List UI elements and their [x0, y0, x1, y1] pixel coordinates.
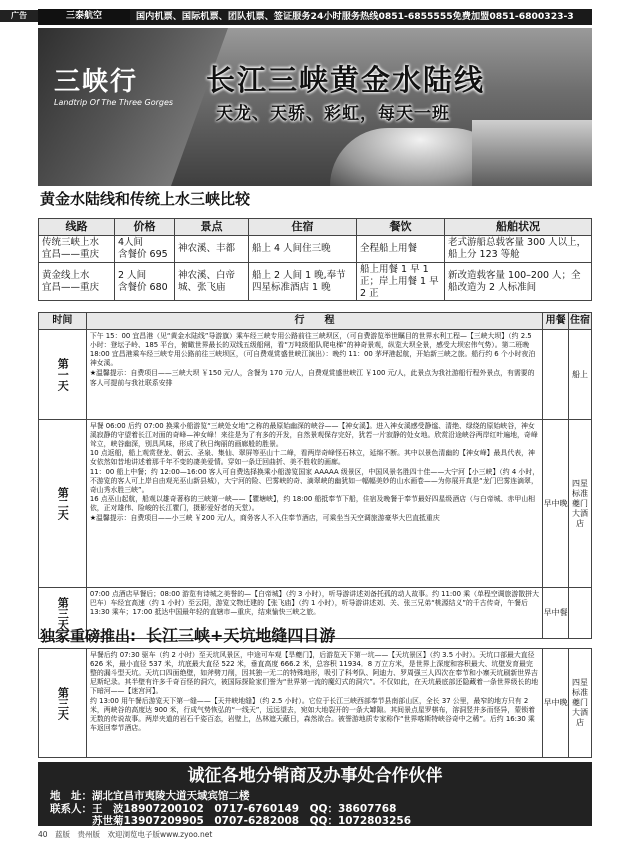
- promo-title: 长江三峡+天坑地缝四日游: [146, 626, 336, 645]
- col-schedule: 行 程: [87, 313, 543, 329]
- page-footer: 40 蓝版 贵州版 欢迎浏览电子版www.zyoo.net: [38, 830, 213, 839]
- table-cell: 新改造载客量 100–200 人；全船改造为 2 人标准间: [445, 262, 592, 301]
- ship-interior-photo: [472, 120, 592, 186]
- day-label: 第三天: [39, 588, 87, 638]
- itinerary-day-2: [39, 420, 591, 588]
- hotline-text: 国内机票、国际机票、团队机票、签证服务24小时服务热线0851-6855555免费加盟0851-6800323-3: [130, 9, 592, 25]
- promo-heading: [40, 626, 335, 646]
- table-row: [39, 236, 592, 263]
- table-cell: 黄金线上水 宜昌——重庆: [39, 262, 115, 301]
- col-stay: 住宿: [570, 314, 591, 326]
- itinerary-day-1: [39, 330, 591, 420]
- day-stay: [569, 588, 591, 638]
- top-bar: [38, 8, 592, 26]
- col-price: 价格: [115, 219, 175, 236]
- address: 地 址：湖北宜昌市夷陵大道天域宾馆二楼: [50, 790, 250, 802]
- itinerary-header: [39, 313, 591, 330]
- banner-headline: 长江三峡黄金水陆线: [206, 63, 486, 97]
- compare-title: 黄金水陆线和传统上水三峡比较: [40, 190, 251, 208]
- banner-subline: 天龙、天骄、彩虹，每天一班: [216, 104, 450, 124]
- day-detail: [87, 330, 543, 419]
- day-meal: 早中餐: [543, 588, 569, 638]
- table-cell: 神农溪、丰都: [175, 236, 249, 263]
- day-meal: [543, 330, 569, 419]
- day-stay: 四星标准夔门大酒店: [572, 478, 589, 528]
- day-text: 早餐 06:00 后约 07:00 换乘小船游览“三峡处女地”之称的最原始幽深的峡谷——【神女溪】。进入神女溪感受静谧、清绝、绿绕的原始峡谷，神女溪寂静的守望着长江对面的奇峰—神女峰！来往是为了有多的开发，自然景观保存完好，犹若一片寂静的处女地。欣赏沿途峡谷两岸红叶遍地，奇峰耸立，峡谷幽深，别具风味，形成了秋日绚丽的画廊般的胜景。 10 点返船，船上观赏登龙、朝云、圣泉、集仙、翠屏等巫山十二峰，看两岸奇峰怪石林立，延绵不断。其中以景色清幽的【神女峰】最具代表，神女依然如昔地讲述着那千年不变的凄美爱情。穿如一条迂回曲折、美不胜收的画廊。 11：00 船上中餐；约 12:00—16:00 客人可自费选择换乘小船游览国家 AAAAA 级景区，中国风景名胜四十佳——大宁河【小三峡】（约 4 小时，不游览的客人可上岸自由观光巫山新县城），大宁河的险、巴雾峡的奇、滴翠峡的幽犹如一幅幅美妙的山水画卷——为你展开真是“龙门巴雾连滴翠，奇山秀水胜三峡”。 16 点巫山起航，船观以雄奇著称的三峡第一峡——【瞿塘峡】，约 18:00 船抵奉节下船，住宿及晚餐于奉节最好四星级酒店（与白帝城、赤甲山相依，正对雄伟、险峻的长江瞿门，摄影爱好者的天堂）。: [89, 422, 540, 512]
- day-text: 07:00 点酒店早餐后；08:00 游览有诗城之美誉的—【白帝城】（约 3 小时），听导游讲述刘备托孤的动人故事。约 11:00 乘（单程空调旅游散拼大巴车）车经宜高速（约 1 小时）至云阳，游览文物迁建的【张飞庙】（约 1 小时），听导游讲述刘、关、张三兄弟“桃源结义”的千古传奇，午餐后 13:30 乘车；17:00 抵达中国最年轻的直辖市—重庆，结束愉快三峡之旅。: [89, 590, 540, 617]
- col-sights: 景点: [175, 219, 249, 236]
- promo-itinerary: [38, 648, 592, 758]
- brand-logo: 三峡行: [54, 67, 139, 97]
- day-meal: 早中晚: [543, 420, 569, 587]
- col-meals: 餐饮: [357, 219, 445, 236]
- day-meal: 早中晚: [543, 649, 569, 757]
- itinerary-table: [38, 312, 592, 639]
- table-cell: 船上 2 人间 1 晚,奉节四星标准酒店 1 晚: [249, 262, 357, 301]
- compare-table: [38, 218, 592, 301]
- brand-english: Landtrip Of The Three Gorges: [54, 98, 174, 107]
- table-cell: 船上 4 人间住三晚: [249, 236, 357, 263]
- contact-line-1: 联系人：王 波18907200102 0717-6760149 QQ：38607768: [50, 803, 397, 815]
- col-route: 线路: [39, 219, 115, 236]
- table-cell: 传统三峡上水 宜昌——重庆: [39, 236, 115, 263]
- compare-header-row: [39, 219, 592, 236]
- day-stay: 四星标准夔门大酒店: [572, 678, 589, 727]
- day-tip: ★温馨提示：自费项目——小三峡 ￥200 元/人，商务客人不入住奉节酒店，可乘坐当天空调旅游豪华大巴直抵重庆: [89, 514, 440, 523]
- col-meal: 用餐: [543, 313, 569, 329]
- day-stay: 船上: [572, 369, 589, 379]
- day-label: 第一天: [39, 330, 87, 419]
- airline-logo: 三泰航空: [38, 9, 130, 25]
- day-text: 下午 15：00 宜昌港（见“黄金水陆线”导游旗）乘车经三峡专用公路前往三峡坝区，（可自费游览举世瞩目的世界水利工程—【三峡大坝】（约 2.5 小时：登坛子岭、185 平台，俯瞰世界最长的双线五级船闸，看“万吨级船队爬电梯”的神奇景观，纵览大坝全景，感受大坝宏伟气势）。第二班晚 18:00 宜昌港乘车经三峡专用公路前往三峡坝区，（可自费观赏盛世峡江演出）：晚约 11：00 茅坪港起航，开始新三峡之旅。船行约 6 个小时夜泊神女溪。: [89, 332, 536, 368]
- table-cell: 全程船上用餐: [357, 236, 445, 263]
- table-cell: 4人间 含餐价 695: [115, 236, 175, 263]
- contact-footer: [38, 762, 592, 826]
- table-row: [39, 262, 592, 301]
- day-tip: ★温馨提示：自费项目——三峡大坝 ￥150 元/人，含餐为 170 元/人，自费观赏盛世峡江 ￥100 元/人，此景点为我社游船行程外景点，有需要的客人可提前与我社联系安排: [89, 369, 535, 387]
- ad-tag: 广告: [0, 10, 38, 22]
- table-cell: 老式游船总载客量 300 人以上，船上分 123 等舱: [445, 236, 592, 263]
- day-text: 早餐后约 07:30 驱车（约 2 小时）至天坑风景区，中途可车观【旱夔门】，后游览天下第一坑——【天坑景区】（约 3.5 小时）。天坑口部最大直径 626 米，最小直径 537 米，坑底最大直径 522 米，垂直高度 666.2 米，总容积 11934．8 万立方米，是世界上深度和容积最大、坑壁发育最完整的漏斗型天坑。天坑口四面绝壁，如斧劈刀削，因其独一无二的特殊地形，吸引了科考队、阿迪力、罗周强三人四次在奉节和小寨天坑刷新世界吉尼斯纪录。其半壁有许多千奇百怪的洞穴，被国际探险家们誉为“世界第一流的魔幻式的洞穴”。不仅如此，在天坑最底部还隐藏着一条世界级长的地下暗河——【迷宫河】。 约 13:00 用午餐后游览天下第一缝——【天井峡地缝】（约 2.5 小时）。它位于长江三峡西部奉节县南部山区，全长 37 公里，最窄的地方只有 2 米，两峡谷的高度达 900 米，行成气势恢弘的“一线天”，远远望去，宛如大地裂开的一条大罅隙。其间景点星罗棋布，溶洞竖井多而怪异，蒙锁着无数的传说故事。两岸夹道的岩石千姿百态，岩壁上，丛林遮天蔽日，森然欲合。被誉游地质专家称作“世界喀斯特峡谷奇中之稀”。后约 16:30 乘车返回奉节酒店。: [90, 651, 539, 732]
- col-lodging: 住宿: [249, 219, 357, 236]
- table-cell: 2 人间 含餐价 680: [115, 262, 175, 301]
- col-time: 时间: [39, 313, 87, 329]
- contact-line-2: 苏世菊13907209905 0707-6282008 QQ：1072803256: [50, 815, 411, 827]
- promo-label: 独家重磅推出:: [40, 627, 136, 645]
- day-detail: [87, 649, 543, 757]
- table-cell: 船上用餐 1 早 1 正；岸上用餐 1 早 2 正: [357, 262, 445, 301]
- recruit-slogan: 诚征各地分销商及办事处合作伙伴: [187, 766, 443, 786]
- day-label: 第二天: [39, 420, 87, 587]
- day-label: 第三天: [39, 649, 87, 757]
- col-ship: 船舶状况: [445, 219, 592, 236]
- day-detail: [87, 420, 543, 587]
- table-cell: 神农溪、白帝城、张飞庙: [175, 262, 249, 301]
- hero-banner: [38, 28, 592, 186]
